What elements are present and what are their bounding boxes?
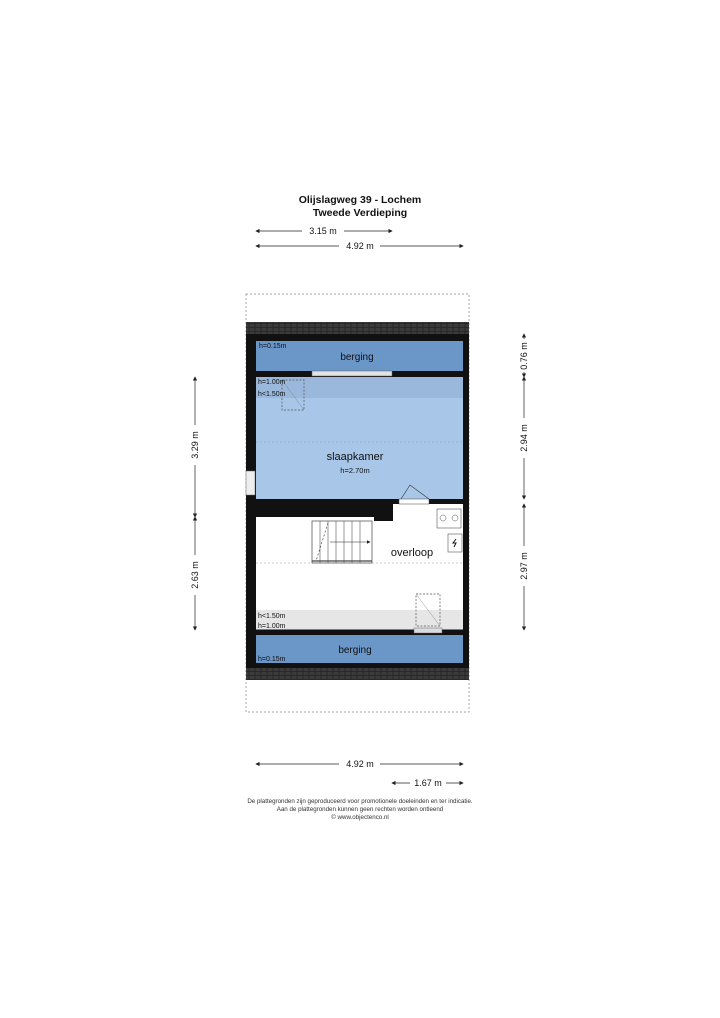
roof-tiles-top: [246, 322, 469, 336]
overloop-label: overloop: [390, 547, 434, 559]
berging-top-label: berging: [340, 352, 374, 363]
dim-left-upper: 3.29 m: [190, 431, 200, 459]
dim-bottom-outer: 4.92 m: [346, 759, 374, 769]
berging-top-opening: [312, 371, 392, 376]
dim-left-lower: 2.63 m: [190, 561, 200, 589]
plan-address-title: Olijslagweg 39 - Lochem: [298, 194, 422, 206]
staircase: [312, 521, 372, 563]
slaapkamer-label: slaapkamer: [326, 451, 384, 463]
dim-right-lower: 2.97 m: [519, 552, 529, 580]
dim-right-middle: 2.94 m: [519, 424, 529, 452]
slaapkamer-slope-low: h<1.50m: [258, 391, 286, 398]
slaapkamer-height: h=2.70m: [340, 466, 370, 475]
disclaimer-line-1: De plattegronden zijn geproduceerd voor promotionele doeleinden en ter indicatie.: [247, 798, 473, 805]
overloop-slope-zone: [256, 610, 463, 630]
dim-top-inner: 3.15 m: [309, 226, 337, 236]
berging-bottom-height: h=0.15m: [258, 656, 286, 663]
overloop-slope-low: h<1.50m: [258, 613, 286, 620]
roof-tiles-bottom: [246, 666, 469, 680]
berging-bottom-label: berging: [338, 645, 372, 656]
plan-floor-title: Tweede Verdieping: [312, 207, 408, 219]
dim-bottom-inner: 1.67 m: [414, 778, 442, 788]
overloop-slope-high: h=1.00m: [258, 623, 286, 630]
dim-top-outer: 4.92 m: [346, 241, 374, 251]
berging-top-height: h=0.15m: [259, 343, 287, 350]
disclaimer-line-2: Aan de plattegronden kunnen geen rechten worden ontleend: [276, 806, 444, 813]
disclaimer-line-3: © www.objectenco.nl: [331, 814, 389, 821]
dim-right-top: 0.76 m: [519, 342, 529, 370]
left-wall-window: [246, 471, 255, 495]
slaapkamer-slope-high: h=1.00m: [258, 379, 286, 386]
